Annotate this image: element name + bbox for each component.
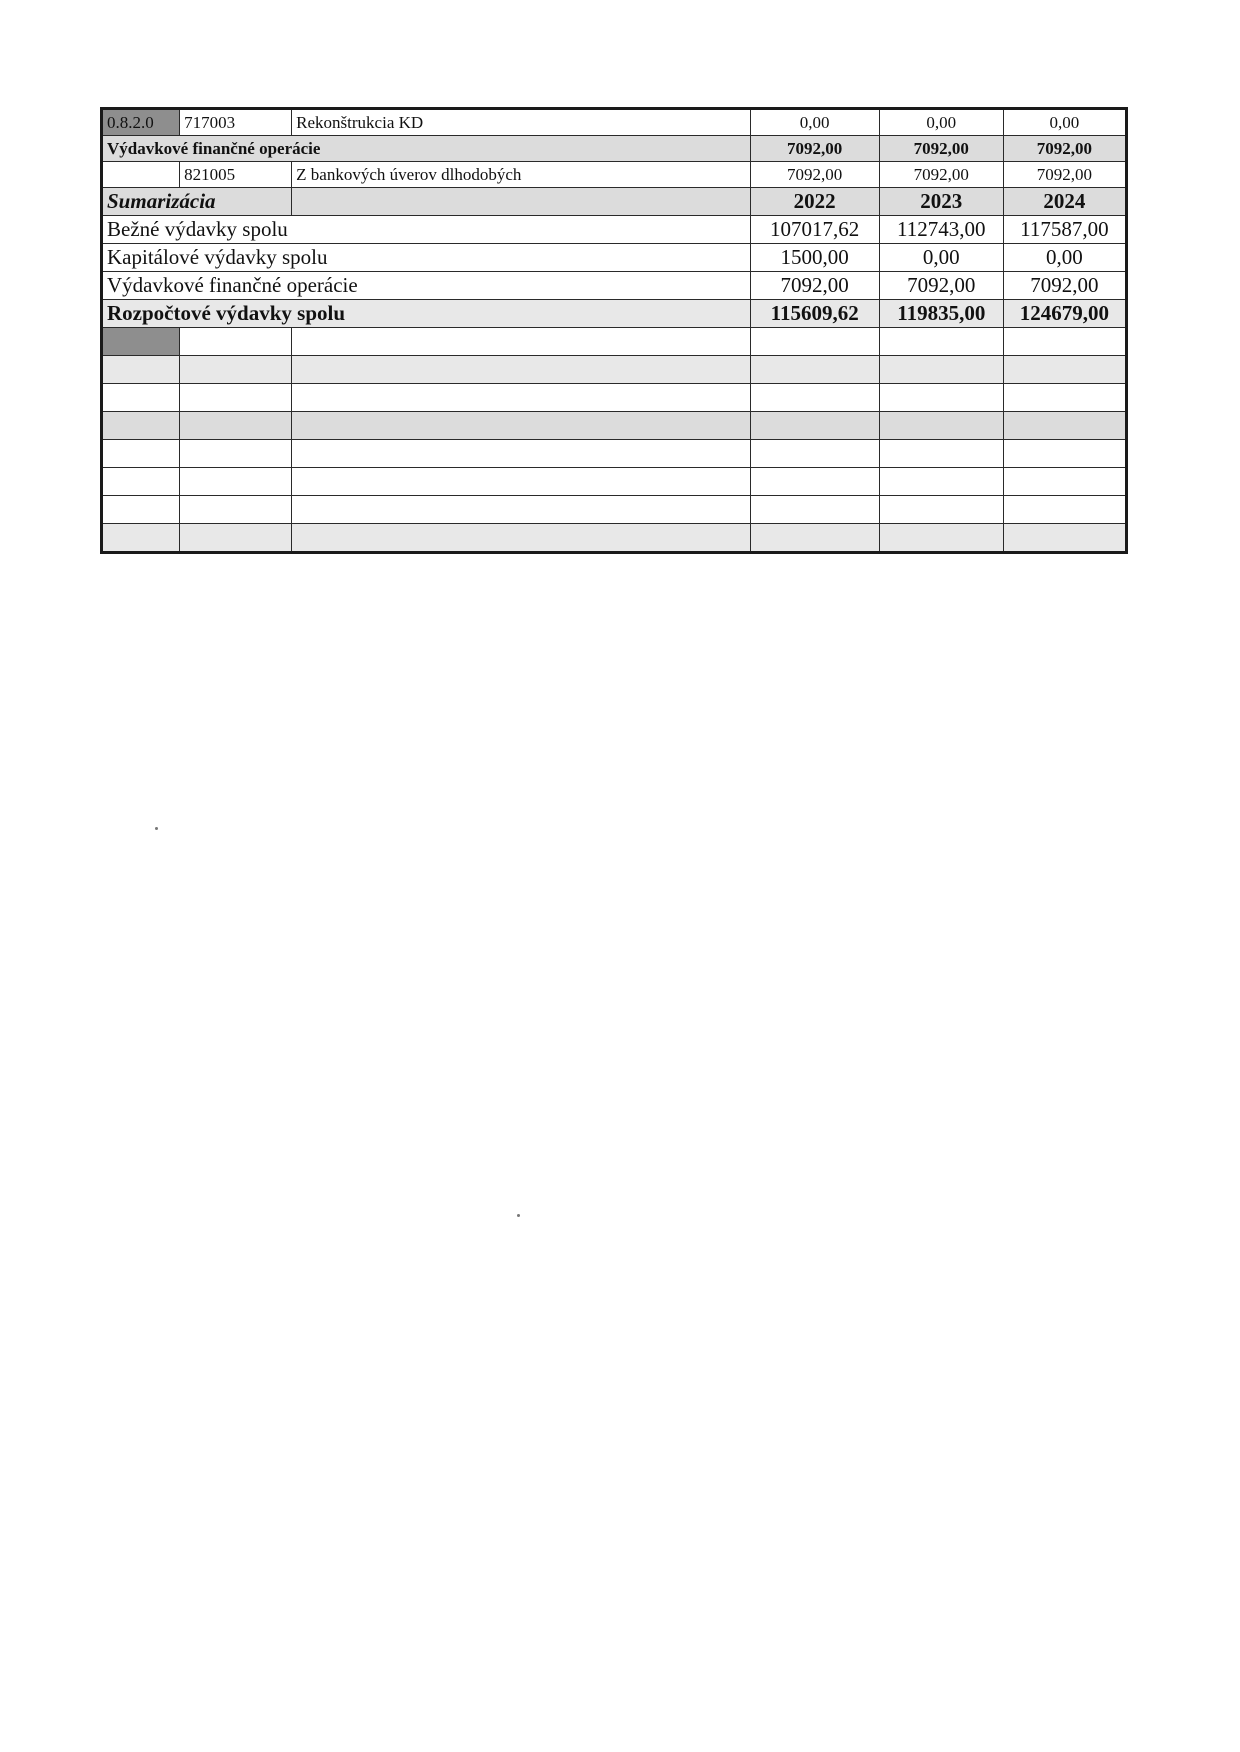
year-2024-cell: 2024 — [1003, 188, 1126, 216]
empty-row — [102, 328, 1127, 356]
value-2022-cell: 7092,00 — [750, 272, 879, 300]
value-2022-cell: 107017,62 — [750, 216, 879, 244]
value-2024-cell: 0,00 — [1003, 244, 1126, 272]
empty-cell — [102, 412, 180, 440]
empty-cell — [879, 468, 1003, 496]
empty-cell — [180, 440, 292, 468]
value-2024-cell: 0,00 — [1003, 109, 1126, 136]
empty-cell — [1003, 412, 1126, 440]
value-2024-cell: 7092,00 — [1003, 136, 1126, 162]
empty-cell — [879, 328, 1003, 356]
empty-cell — [102, 356, 180, 384]
empty-cell — [102, 384, 180, 412]
empty-cell — [180, 328, 292, 356]
empty-cell — [180, 524, 292, 553]
value-2023-cell: 7092,00 — [879, 136, 1003, 162]
value-2023-cell: 7092,00 — [879, 272, 1003, 300]
empty-row — [102, 384, 1127, 412]
empty-cell — [180, 356, 292, 384]
summary-label-cell: Rozpočtové výdavky spolu — [102, 300, 751, 328]
item-name-cell: Z bankových úverov dlhodobých — [292, 162, 750, 188]
empty-cell — [292, 496, 750, 524]
empty-cell — [180, 496, 292, 524]
empty-row — [102, 440, 1127, 468]
value-2023-cell: 0,00 — [879, 244, 1003, 272]
value-2023-cell: 7092,00 — [879, 162, 1003, 188]
summary-title-cell: Sumarizácia — [102, 188, 292, 216]
empty-cell — [102, 440, 180, 468]
empty-cell — [292, 440, 750, 468]
empty-cell — [292, 384, 750, 412]
empty-cell — [879, 356, 1003, 384]
empty-cell — [102, 468, 180, 496]
scan-speck — [517, 1214, 520, 1217]
summary-label-cell: Bežné výdavky spolu — [102, 216, 751, 244]
empty-cell — [180, 468, 292, 496]
item-code-cell: 821005 — [180, 162, 292, 188]
value-2022-cell: 115609,62 — [750, 300, 879, 328]
empty-cell — [1003, 524, 1126, 553]
empty-cell — [1003, 440, 1126, 468]
value-2024-cell: 7092,00 — [1003, 162, 1126, 188]
empty-cell — [750, 412, 879, 440]
value-2022-cell: 0,00 — [750, 109, 879, 136]
value-2023-cell: 119835,00 — [879, 300, 1003, 328]
value-2023-cell: 0,00 — [879, 109, 1003, 136]
empty-cell — [750, 384, 879, 412]
empty-cell — [1003, 328, 1126, 356]
value-2022-cell: 7092,00 — [750, 162, 879, 188]
budget-expenses-table — [100, 107, 1128, 554]
empty-row — [102, 524, 1127, 553]
empty-cell — [102, 524, 180, 553]
empty-cell — [292, 412, 750, 440]
row-financial-ops-header — [102, 136, 1127, 162]
summary-label-cell: Výdavkové finančné operácie — [102, 272, 751, 300]
section-title-cell: Výdavkové finančné operácie — [102, 136, 751, 162]
row-capital-expenses — [102, 244, 1127, 272]
item-name-cell: Rekonštrukcia KD — [292, 109, 750, 136]
scan-speck — [155, 827, 158, 830]
empty-row — [102, 412, 1127, 440]
row-reconstruction — [102, 109, 1127, 136]
empty-cell — [292, 524, 750, 553]
value-2024-cell: 7092,00 — [1003, 272, 1126, 300]
summary-label-cell: Kapitálové výdavky spolu — [102, 244, 751, 272]
functional-code-cell — [102, 162, 180, 188]
empty-cell — [180, 384, 292, 412]
value-2022-cell: 7092,00 — [750, 136, 879, 162]
empty-cell — [1003, 468, 1126, 496]
row-financial-ops — [102, 272, 1127, 300]
empty-cell — [879, 524, 1003, 553]
year-2023-cell: 2023 — [879, 188, 1003, 216]
empty-cell — [879, 440, 1003, 468]
empty-cell — [102, 496, 180, 524]
empty-cell — [879, 496, 1003, 524]
row-total-expenses — [102, 300, 1127, 328]
empty-cell — [750, 468, 879, 496]
empty-cell — [102, 328, 180, 356]
value-2024-cell: 117587,00 — [1003, 216, 1126, 244]
empty-cell — [750, 356, 879, 384]
value-2024-cell: 124679,00 — [1003, 300, 1126, 328]
value-2022-cell: 1500,00 — [750, 244, 879, 272]
empty-cell — [1003, 496, 1126, 524]
row-summary-header — [102, 188, 1127, 216]
empty-row — [102, 468, 1127, 496]
item-code-cell: 717003 — [180, 109, 292, 136]
empty-cell — [1003, 356, 1126, 384]
functional-code-cell: 0.8.2.0 — [102, 109, 180, 136]
empty-cell — [292, 328, 750, 356]
empty-cell — [750, 524, 879, 553]
empty-cell — [750, 328, 879, 356]
empty-cell — [292, 468, 750, 496]
summary-blank-cell — [292, 188, 750, 216]
empty-cell — [750, 496, 879, 524]
value-2023-cell: 112743,00 — [879, 216, 1003, 244]
empty-cell — [1003, 384, 1126, 412]
row-bank-loans — [102, 162, 1127, 188]
empty-cell — [292, 356, 750, 384]
empty-cell — [750, 440, 879, 468]
empty-row — [102, 356, 1127, 384]
empty-cell — [879, 384, 1003, 412]
empty-row — [102, 496, 1127, 524]
empty-cell — [180, 412, 292, 440]
year-2022-cell: 2022 — [750, 188, 879, 216]
empty-cell — [879, 412, 1003, 440]
row-current-expenses — [102, 216, 1127, 244]
